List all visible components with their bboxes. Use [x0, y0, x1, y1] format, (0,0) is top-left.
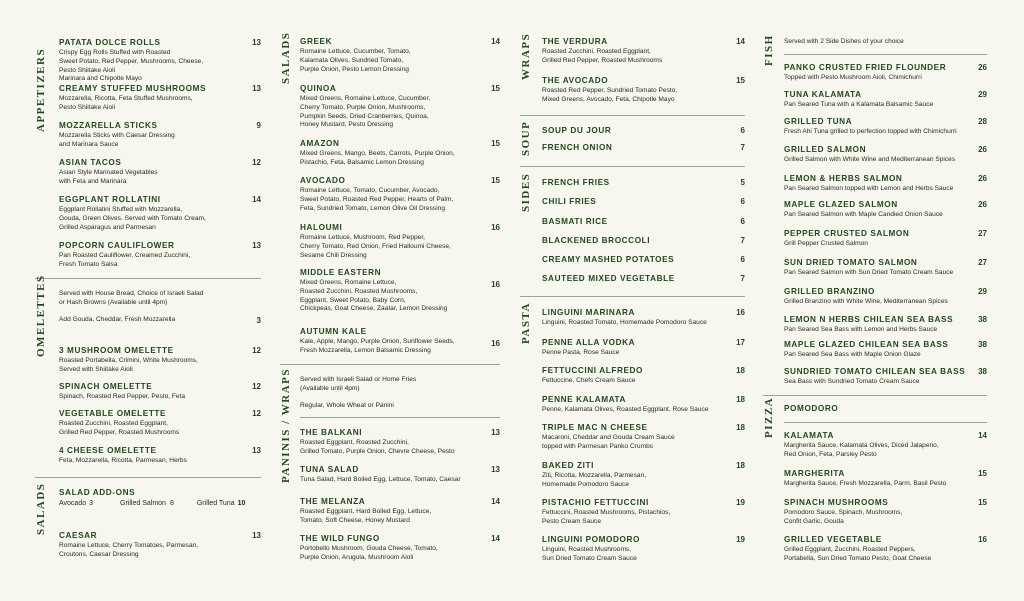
- item-description: Eggplant Rollatini Stuffed with Mozzarella, Gouda, Green Olives. Served with Tomato Cream, Grilled Asparagus and Parmesan: [59, 206, 206, 231]
- item-price: 14: [491, 534, 500, 543]
- section-divider: [35, 477, 261, 478]
- item-price: 15: [491, 176, 500, 185]
- menu-item: [784, 145, 987, 165]
- item-name: SAUTEED MIXED VEGETABLE: [542, 274, 675, 283]
- item-description: Romaine Lettuce, Cucumber, Tomato, Kalamata Olives, Sundried Tomato, Purple Onion, Pesto Lemon Dressing: [300, 48, 411, 73]
- item-price: 13: [252, 446, 261, 455]
- item-description: Roasted Red Pepper, Sundried Tomato Pesto, Mixed Greens, Avocado, Feta, Chipotle Mayo: [542, 87, 678, 103]
- item-price: 15: [491, 139, 500, 148]
- item-price: 16: [491, 223, 500, 232]
- item-name: GRILLED SALMON: [784, 145, 867, 154]
- addon-price: 3: [256, 316, 261, 325]
- item-name: EGGPLANT ROLLATINI: [59, 195, 161, 204]
- panini-section: [300, 376, 500, 561]
- item-description: Margherita Sauce, Fresh Mozzarella, Parm, Basil Pesto: [784, 480, 947, 487]
- item-description: Macaroni, Cheddar and Gouda Cream Sauce topped with Parmesan Panko Crumbs: [542, 434, 675, 450]
- item-price: 18: [736, 366, 745, 375]
- item-description: Mixed Greens, Mango, Beets, Carrots, Purple Onion, Pistachio, Feta, Balsamic Lemon Dressing: [300, 150, 455, 166]
- item-name: GRILLED TUNA: [784, 117, 853, 126]
- item-price: 16: [736, 308, 745, 317]
- item-description: Roasted Zucchini, Roasted Eggplant, Grilled Red Pepper, Roasted Mushrooms: [542, 48, 663, 64]
- section-divider: [35, 278, 261, 279]
- item-price: 15: [736, 76, 745, 85]
- item-name: PENNE ALLA VODKA: [542, 338, 636, 347]
- section-divider: [280, 364, 500, 365]
- item-name: SPINACH MUSHROOMS: [784, 498, 889, 507]
- item-price: 29: [978, 287, 987, 296]
- menu-item: [784, 229, 987, 249]
- menu-item: [59, 382, 261, 402]
- addon-label: Grilled Tuna: [196, 500, 235, 507]
- item-name: CREAMY STUFFED MUSHROOMS: [59, 84, 207, 93]
- section-divider: [520, 296, 745, 297]
- item-price: 13: [252, 531, 261, 540]
- item-name: PEPPER CRUSTED SALMON: [784, 229, 910, 238]
- menu-item: [59, 241, 261, 270]
- menu-item: [300, 176, 500, 213]
- menu-item: [59, 121, 261, 150]
- item-description: Roasted Portabella, Crimini, White Mushrooms, Served with Shiitake Aioli: [59, 357, 198, 373]
- item-name: THE VERDURA: [542, 37, 608, 46]
- menu-item: [542, 308, 745, 328]
- item-price: 27: [978, 258, 987, 267]
- item-name: CHILI FRIES: [542, 197, 597, 206]
- menu-item: [59, 38, 261, 84]
- item-price: 26: [978, 63, 987, 72]
- menu-item: [784, 315, 987, 335]
- menu-item: [784, 63, 987, 83]
- item-description: Pomodoro Sauce, Spinach, Mushrooms, Confit Garlic, Gouda: [784, 509, 903, 525]
- item-description: Ziti, Ricotta, Mozzarella, Parmesan, Homemade Pomodoro Sauce: [542, 472, 647, 488]
- salads-left-heading: SALADS: [35, 482, 47, 535]
- panini-note: Served with Israeli Salad or Home Fries (Available until 4pm): [300, 376, 417, 392]
- item-price: 15: [978, 498, 987, 507]
- item-name: MIDDLE EASTERN: [300, 268, 382, 277]
- menu-item: [784, 117, 987, 137]
- menu-item: [59, 84, 261, 113]
- item-description: Romaine Lettuce, Mushroom, Red Pepper, Cherry Tomato, Red Onion, Fried Halloumi Cheese, Sesame Chili Dressing: [300, 234, 451, 259]
- item-name: LEMON N HERBS CHILEAN SEA BASS: [784, 315, 954, 324]
- item-name: SUNDRIED TOMATO CHILEAN SEA BASS: [784, 367, 966, 376]
- item-price: 14: [736, 37, 745, 46]
- menu-item: [784, 200, 987, 220]
- omelettes-section: [59, 290, 261, 464]
- item-description: Penne, Kalamata Olives, Roasted Eggplant, Rose Sauce: [542, 406, 709, 413]
- item-price: 18: [736, 423, 745, 432]
- item-description: Linguini, Roasted Tomato, Homemade Pomodoro Sauce: [542, 319, 707, 326]
- menu-item: [542, 338, 745, 358]
- item-price: 13: [252, 38, 261, 47]
- addon-text: Add Gouda, Cheddar, Fresh Mozzarella: [59, 316, 176, 323]
- menu-item: [784, 258, 987, 278]
- salads-heading: SALADS: [280, 31, 292, 84]
- item-price: 26: [978, 200, 987, 209]
- item-price: 28: [978, 117, 987, 126]
- omelettes-addon: [59, 316, 261, 325]
- item-name: PENNE KALAMATA: [542, 395, 627, 404]
- menu-item: [59, 158, 261, 187]
- item-description: Linguini, Roasted Mushrooms, Sun Dried Tomato Cream Sauce: [542, 546, 637, 562]
- item-price: 18: [736, 395, 745, 404]
- item-price: 13: [252, 241, 261, 250]
- item-name: THE WILD FUNGO: [300, 534, 380, 543]
- item-name: SOUP DU JOUR: [542, 126, 612, 135]
- menu-item: [542, 535, 745, 564]
- menu-item: [542, 197, 745, 207]
- menu-item: [59, 195, 261, 232]
- item-price: 12: [252, 158, 261, 167]
- item-description: Kale, Apple, Mango, Purple Onion, Sunflower Seeds, Fresh Mozzarella, Lemon Balsamic Dressing: [300, 338, 455, 354]
- menu-item: [300, 84, 500, 130]
- item-name: MAPLE GLAZED CHILEAN SEA BASS: [784, 340, 949, 349]
- menu-item: [300, 223, 500, 260]
- item-description: Grilled Branzino with White Wine, Mediterranean Spices: [784, 298, 948, 305]
- pizza-heading: PIZZA: [763, 396, 775, 438]
- item-description: Mixed Greens, Romaine Lettuce, Cucumber, Cherry Tomato, Purple Onion, Mushrooms, Pumpkin Seeds, Dried Cranberries, Quinoa, Honey Mustard, Pesto Dressing: [300, 95, 431, 129]
- item-name: TUNA KALAMATA: [784, 90, 862, 99]
- menu-item: [300, 465, 500, 485]
- item-name: TRIPLE MAC N CHEESE: [542, 423, 648, 432]
- item-name: PISTACHIO FETTUCCINI: [542, 498, 649, 507]
- item-description: Portobello Mushroom, Gouda Cheese, Tomato, Purple Onion, Arugula, Mushroom Aioli: [300, 545, 438, 561]
- item-name: PANKO CRUSTED FRIED FLOUNDER: [784, 63, 947, 72]
- item-name: HALOUMI: [300, 223, 343, 232]
- section-divider: [784, 422, 987, 423]
- item-name: LINGUINI POMODORO: [542, 535, 640, 544]
- item-description: Pan Seared Sea Bass with Lemon and Herbs Sauce: [784, 326, 938, 333]
- item-description: Mozzarella, Ricotta, Feta Stuffed Mushrooms, Pesto Shiitake Aioli: [59, 95, 193, 111]
- item-description: Topped with Pesto Mushroom Aioli, Chimichurri: [784, 74, 922, 81]
- item-price: 18: [736, 461, 745, 470]
- item-price: 13: [491, 428, 500, 437]
- item-description: Mixed Greens, Romaine Lettuce, Roasted Zucchini, Roasted Mushrooms, Eggplant, Sweet Potato, Baby Corn, Chickpeas, Goat Cheese, Zaatar, Lemon Dressing: [300, 279, 448, 313]
- section-divider: [763, 395, 987, 396]
- menu-item: [59, 531, 261, 560]
- menu-column-2: [270, 0, 510, 601]
- menu-item: [300, 428, 500, 457]
- menu-item: [542, 217, 745, 227]
- salad-addons-row: [59, 500, 261, 507]
- item-name: POPCORN CAULIFLOWER: [59, 241, 175, 250]
- item-name: TUNA SALAD: [300, 465, 359, 474]
- item-description: Asian Style Marinated Vegetables with Feta and Marinara: [59, 169, 158, 185]
- menu-item: [300, 37, 500, 74]
- menu-item: [59, 446, 261, 466]
- item-name: MOZZARELLA STICKS: [59, 121, 158, 130]
- item-name: FRENCH FRIES: [542, 178, 610, 187]
- menu-item: [784, 469, 987, 489]
- item-price: 6: [740, 217, 745, 226]
- item-price: 29: [978, 90, 987, 99]
- item-name: GRILLED BRANZINO: [784, 287, 876, 296]
- item-description: Fettuccine, Chefs Cream Sauce: [542, 377, 636, 384]
- sides-heading: SIDES: [520, 172, 532, 212]
- item-price: 38: [978, 315, 987, 324]
- item-price: 12: [252, 346, 261, 355]
- section-divider: [300, 417, 500, 418]
- item-description: Pan Seared Salmon topped with Lemon and Herbs Sauce: [784, 185, 954, 192]
- item-price: 14: [491, 497, 500, 506]
- item-name: BLACKENED BROCCOLI: [542, 236, 651, 245]
- item-name: THE MELANZA: [300, 497, 366, 506]
- item-description: Grilled Eggplant, Zucchini, Roasted Peppers, Portabella, Sun Dried Tomato Pesto, Goat Cheese: [784, 546, 932, 562]
- menu-item: [542, 255, 745, 265]
- menu-item: [784, 340, 987, 360]
- item-price: 16: [978, 535, 987, 544]
- item-name: GRILLED VEGETABLE: [784, 535, 882, 544]
- menu-item: [542, 498, 745, 527]
- item-description: Pan Seared Salmon with Maple Candied Onion Sauce: [784, 211, 943, 218]
- item-description: Fettuccini, Roasted Mushrooms, Pistachios, Pesto Cream Sauce: [542, 509, 671, 525]
- item-name: QUINOA: [300, 84, 337, 93]
- addon-price: 3: [89, 500, 94, 507]
- fish-section: [784, 38, 987, 385]
- soup-heading: SOUP: [520, 120, 532, 156]
- item-description: Feta, Mozzarella, Ricotta, Parmesan, Herbs: [59, 457, 187, 464]
- item-description: Roasted Eggplant, Hard Boiled Egg, Lettuce, Tomato, Soft Cheese, Honey Mustard: [300, 508, 432, 524]
- item-name: AMAZON: [300, 139, 340, 148]
- item-price: 12: [252, 382, 261, 391]
- item-name: PATATA DOLCE ROLLS: [59, 38, 161, 47]
- item-description: Pan Roasted Cauliflower, Creamed Zucchini, Fresh Tomato Salsa: [59, 252, 191, 268]
- fish-note: Served with 2 Side Dishes of your choice: [784, 38, 904, 45]
- section-divider: [520, 166, 745, 167]
- menu-item: [542, 366, 745, 386]
- item-price: 13: [252, 84, 261, 93]
- item-price: 7: [740, 274, 745, 283]
- item-description: Romaine Lettuce, Cherry Tomatoes, Parmesan, Croutons, Caesar Dressing: [59, 542, 199, 558]
- item-description: Pan Seared Salmon with Sun Dried Tomato Cream Sauce: [784, 269, 954, 276]
- item-description: Margherita Sauce, Kalamata Olives, Diced Jalapeno, Red Onion, Feta, Parsley Pesto: [784, 442, 939, 458]
- menu-item: [59, 409, 261, 438]
- item-name: LEMON & HERBS SALMON: [784, 174, 903, 183]
- item-price: 16: [491, 280, 500, 289]
- menu-item: [300, 534, 500, 563]
- addon-label: Avocado: [59, 500, 87, 507]
- item-description: Penne Pasta, Rose Sauce: [542, 349, 620, 356]
- item-price: 13: [491, 465, 500, 474]
- item-price: 14: [491, 37, 500, 46]
- item-name: 3 MUSHROOM OMELETTE: [59, 346, 174, 355]
- item-name: GREEK: [300, 37, 333, 46]
- item-description: Sea Bass with Sundried Tomato Cream Sauce: [784, 378, 920, 385]
- item-name: LINGUINI MARINARA: [542, 308, 635, 317]
- item-name: VEGETABLE OMELETTE: [59, 409, 167, 418]
- menu-item: [542, 37, 745, 66]
- item-price: 38: [978, 367, 987, 376]
- item-price: 14: [978, 431, 987, 440]
- item-price: 14: [252, 195, 261, 204]
- salad-addons-title: SALAD ADD-ONS: [59, 488, 136, 497]
- item-description: Roasted Zucchini, Roasted Eggplant, Grilled Red Pepper, Roasted Mushrooms: [59, 420, 180, 436]
- fish-heading: FISH: [763, 34, 775, 66]
- omelettes-heading: OMELETTES: [35, 274, 47, 357]
- menu-item: [784, 404, 987, 414]
- item-price: 27: [978, 229, 987, 238]
- addon-label: Grilled Salmon: [120, 500, 166, 507]
- menu-item: [784, 367, 987, 387]
- item-name: KALAMATA: [784, 431, 834, 440]
- item-name: POMODORO: [784, 404, 839, 413]
- menu-item: [542, 178, 745, 188]
- item-price: 12: [252, 409, 261, 418]
- item-name: FRENCH ONION: [542, 143, 613, 152]
- item-name: CAESAR: [59, 531, 98, 540]
- appetizers-heading: APPETIZERS: [35, 47, 47, 132]
- addon-price: 8: [169, 500, 174, 507]
- menu-item: [542, 76, 745, 105]
- menu-item: [542, 461, 745, 490]
- item-name: MARGHERITA: [784, 469, 845, 478]
- item-price: 6: [740, 197, 745, 206]
- menu-item: [300, 327, 500, 356]
- item-price: 6: [740, 255, 745, 264]
- item-name: MAPLE GLAZED SALMON: [784, 200, 898, 209]
- salad-addons-section: [59, 488, 261, 558]
- panini-bread-options: Regular, Whole Wheat or Panini: [300, 401, 394, 409]
- menu-item: [784, 174, 987, 194]
- item-price: 19: [736, 498, 745, 507]
- menu-item: [300, 139, 500, 168]
- item-name: BASMATI RICE: [542, 217, 608, 226]
- item-description: Grill Pepper Crusted Salmon: [784, 240, 868, 247]
- menu-item: [59, 346, 261, 375]
- item-price: 17: [736, 338, 745, 347]
- item-price: 7: [740, 143, 745, 152]
- item-price: 26: [978, 174, 987, 183]
- menu-item: [784, 287, 987, 307]
- item-name: 4 CHEESE OMELETTE: [59, 446, 157, 455]
- item-name: AVOCADO: [300, 176, 346, 185]
- menu-item: [784, 90, 987, 110]
- item-price: 7: [740, 236, 745, 245]
- item-description: Tuna Salad, Hard Boiled Egg, Lettuce, Tomato, Caesar: [300, 476, 461, 483]
- item-price: 9: [256, 121, 261, 130]
- item-price: 5: [740, 178, 745, 187]
- menu-item: [784, 498, 987, 527]
- item-description: Spinach, Roasted Red Pepper, Pesto, Feta: [59, 393, 186, 400]
- item-name: AUTUMN KALE: [300, 327, 367, 336]
- item-price: 19: [736, 535, 745, 544]
- menu-item: [542, 423, 745, 452]
- item-name: THE AVOCADO: [542, 76, 609, 85]
- item-name: ASIAN TACOS: [59, 158, 122, 167]
- item-price: 6: [740, 126, 745, 135]
- omelettes-note: Served with House Bread, Choice of Israeli Salad or Hash Browns (Available until 4pm): [59, 290, 204, 306]
- item-price: 15: [491, 84, 500, 93]
- item-price: 26: [978, 145, 987, 154]
- item-description: Grilled Salmon with White Wine and Mediterranean Spices: [784, 156, 956, 163]
- menu-item: [542, 274, 745, 284]
- section-divider: [520, 115, 745, 116]
- addon-price: 10: [237, 500, 246, 507]
- item-description: Romaine Lettuce, Tomato, Cucumber, Avocado, Sweet Potato, Roasted Red Pepper, Hearts of Palm, Feta, Sundried Tomato, Lemon Olive Oil Dressing: [300, 187, 454, 212]
- wraps-heading: WRAPS: [520, 32, 532, 80]
- pasta-heading: PASTA: [520, 302, 532, 344]
- item-price: 15: [978, 469, 987, 478]
- menu-column-4: [755, 0, 1024, 601]
- item-description: Mozzarella Sticks with Caesar Dressing and Marinara Sauce: [59, 132, 175, 148]
- menu-column-3: [510, 0, 755, 601]
- item-description: Pan Seared Tuna with a Kalamata Balsamic Sauce: [784, 101, 934, 108]
- menu-item: [784, 431, 987, 460]
- menu-item: [542, 143, 745, 153]
- menu-item: [542, 236, 745, 246]
- item-name: SPINACH OMELETTE: [59, 382, 153, 391]
- item-name: CREAMY MASHED POTATOES: [542, 255, 675, 264]
- item-description: Roasted Eggplant, Roasted Zucchini, Grilled Tomato, Purple Onion, Chevre Cheese, Pesto: [300, 439, 455, 455]
- menu-column-1: [0, 0, 270, 601]
- item-name: SUN DRIED TOMATO SALMON: [784, 258, 918, 267]
- menu-item: [300, 497, 500, 526]
- item-description: Pan Seared Sea Bass with Maple Onion Glaze: [784, 351, 921, 358]
- item-name: FETTUCCINI ALFREDO: [542, 366, 644, 375]
- item-name: BAKED ZITI: [542, 461, 594, 470]
- menu-item: [542, 395, 745, 415]
- menu-item: [542, 126, 745, 136]
- section-divider: [784, 54, 987, 55]
- item-description: Fresh Ahi Tuna grilled to perfection topped with Chimichurri: [784, 128, 957, 135]
- item-price: 38: [978, 340, 987, 349]
- menu-item: [784, 535, 987, 564]
- panini-heading: PANINIS / WRAPS: [280, 368, 292, 483]
- item-price: 16: [491, 339, 500, 348]
- item-name: THE BALKANI: [300, 428, 363, 437]
- item-description: Crispy Egg Rolls Stuffed with Roasted Sweet Potato, Red Pepper, Mushrooms, Cheese, Pesto Shiitake Aioli Marinara and Chipotle Mayo: [59, 49, 204, 83]
- menu-item: [300, 268, 500, 314]
